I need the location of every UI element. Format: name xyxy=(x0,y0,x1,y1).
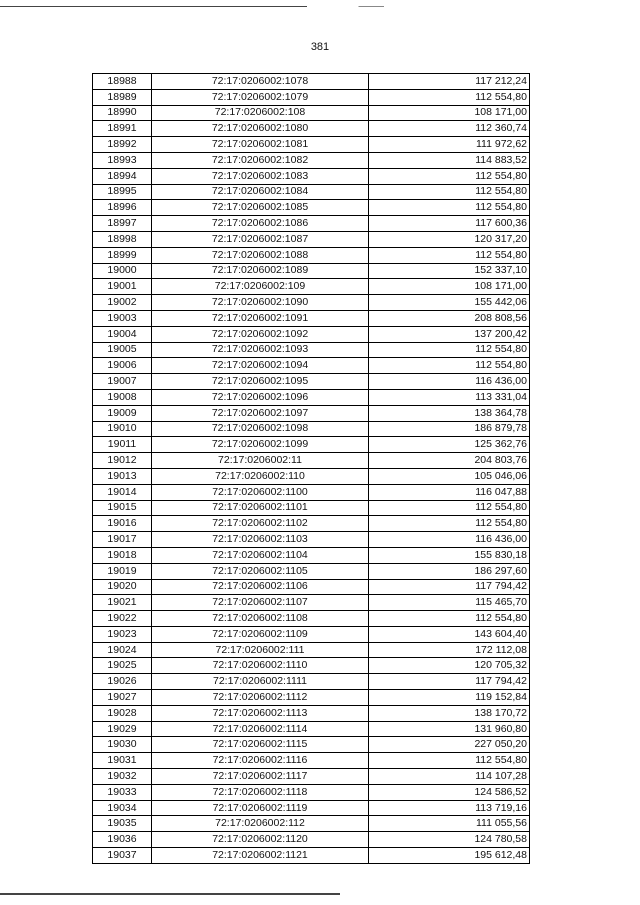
cadastral-number-cell: 72:17:0206002:1095 xyxy=(152,374,369,390)
scan-edge-bottom xyxy=(0,893,340,895)
amount-cell: 115 465,70 xyxy=(369,595,530,611)
cadastral-number-cell: 72:17:0206002:1105 xyxy=(152,563,369,579)
row-number-cell: 18997 xyxy=(93,216,152,232)
cadastral-number-cell: 72:17:0206002:1085 xyxy=(152,200,369,216)
cadastral-number-cell: 72:17:0206002:110 xyxy=(152,468,369,484)
cadastral-number-cell: 72:17:0206002:1078 xyxy=(152,74,369,90)
table-row xyxy=(93,848,530,864)
amount-cell: 208 808,56 xyxy=(369,310,530,326)
table-row xyxy=(93,658,530,674)
table-row xyxy=(93,247,530,263)
table-row xyxy=(93,532,530,548)
cadastral-number-cell: 72:17:0206002:1097 xyxy=(152,405,369,421)
cadastral-number-cell: 72:17:0206002:1088 xyxy=(152,247,369,263)
cadastral-number-cell: 72:17:0206002:1101 xyxy=(152,500,369,516)
row-number-cell: 19008 xyxy=(93,389,152,405)
cadastral-number-cell: 72:17:0206002:1103 xyxy=(152,532,369,548)
amount-cell: 114 883,52 xyxy=(369,152,530,168)
amount-cell: 105 046,06 xyxy=(369,468,530,484)
row-number-cell: 19006 xyxy=(93,358,152,374)
cadastral-number-cell: 72:17:0206002:1119 xyxy=(152,800,369,816)
cadastral-number-cell: 72:17:0206002:11 xyxy=(152,453,369,469)
row-number-cell: 19031 xyxy=(93,753,152,769)
amount-cell: 117 794,42 xyxy=(369,579,530,595)
amount-cell: 112 554,80 xyxy=(369,516,530,532)
table-row xyxy=(93,642,530,658)
table-row xyxy=(93,389,530,405)
table-row xyxy=(93,121,530,137)
row-number-cell: 19014 xyxy=(93,484,152,500)
row-number-cell: 19020 xyxy=(93,579,152,595)
cadastral-number-cell: 72:17:0206002:1110 xyxy=(152,658,369,674)
cadastral-number-cell: 72:17:0206002:1087 xyxy=(152,231,369,247)
table-row xyxy=(93,595,530,611)
amount-cell: 112 554,80 xyxy=(369,247,530,263)
table-row xyxy=(93,437,530,453)
cadastral-number-cell: 72:17:0206002:1114 xyxy=(152,721,369,737)
cadastral-number-cell: 72:17:0206002:1118 xyxy=(152,784,369,800)
table-row xyxy=(93,484,530,500)
cadastral-number-cell: 72:17:0206002:1100 xyxy=(152,484,369,500)
cadastral-number-cell: 72:17:0206002:1081 xyxy=(152,137,369,153)
row-number-cell: 19002 xyxy=(93,295,152,311)
amount-cell: 112 554,80 xyxy=(369,200,530,216)
cadastral-number-cell: 72:17:0206002:1082 xyxy=(152,152,369,168)
cadastral-number-cell: 72:17:0206002:1117 xyxy=(152,769,369,785)
cadastral-number-cell: 72:17:0206002:1104 xyxy=(152,547,369,563)
amount-cell: 195 612,48 xyxy=(369,848,530,864)
amount-cell: 125 362,76 xyxy=(369,437,530,453)
table-row xyxy=(93,263,530,279)
amount-cell: 116 436,00 xyxy=(369,374,530,390)
amount-cell: 112 554,80 xyxy=(369,184,530,200)
row-number-cell: 19001 xyxy=(93,279,152,295)
table-row xyxy=(93,89,530,105)
page-number: 381 xyxy=(310,41,330,53)
amount-cell: 124 586,52 xyxy=(369,784,530,800)
row-number-cell: 18989 xyxy=(93,89,152,105)
registry-table xyxy=(92,73,530,864)
row-number-cell: 19019 xyxy=(93,563,152,579)
row-number-cell: 18988 xyxy=(93,74,152,90)
amount-cell: 112 554,80 xyxy=(369,611,530,627)
table-row xyxy=(93,563,530,579)
row-number-cell: 19003 xyxy=(93,310,152,326)
row-number-cell: 19029 xyxy=(93,721,152,737)
row-number-cell: 19015 xyxy=(93,500,152,516)
amount-cell: 116 047,88 xyxy=(369,484,530,500)
cadastral-number-cell: 72:17:0206002:108 xyxy=(152,105,369,121)
table-row xyxy=(93,674,530,690)
cadastral-number-cell: 72:17:0206002:1112 xyxy=(152,690,369,706)
amount-cell: 111 972,62 xyxy=(369,137,530,153)
table-row xyxy=(93,200,530,216)
amount-cell: 108 171,00 xyxy=(369,105,530,121)
table-row xyxy=(93,326,530,342)
cadastral-number-cell: 72:17:0206002:1094 xyxy=(152,358,369,374)
row-number-cell: 18990 xyxy=(93,105,152,121)
row-number-cell: 19024 xyxy=(93,642,152,658)
table-row xyxy=(93,358,530,374)
amount-cell: 117 212,24 xyxy=(369,74,530,90)
table-row xyxy=(93,769,530,785)
row-number-cell: 18993 xyxy=(93,152,152,168)
cadastral-number-cell: 72:17:0206002:1089 xyxy=(152,263,369,279)
amount-cell: 119 152,84 xyxy=(369,690,530,706)
table-row xyxy=(93,816,530,832)
row-number-cell: 19037 xyxy=(93,848,152,864)
row-number-cell: 19004 xyxy=(93,326,152,342)
cadastral-number-cell: 72:17:0206002:111 xyxy=(152,642,369,658)
table-row xyxy=(93,753,530,769)
row-number-cell: 19023 xyxy=(93,626,152,642)
cadastral-number-cell: 72:17:0206002:1099 xyxy=(152,437,369,453)
cadastral-number-cell: 72:17:0206002:1120 xyxy=(152,832,369,848)
amount-cell: 112 554,80 xyxy=(369,753,530,769)
amount-cell: 120 705,32 xyxy=(369,658,530,674)
table-row xyxy=(93,216,530,232)
row-number-cell: 19022 xyxy=(93,611,152,627)
table-row xyxy=(93,800,530,816)
row-number-cell: 19018 xyxy=(93,547,152,563)
row-number-cell: 19034 xyxy=(93,800,152,816)
table-row xyxy=(93,152,530,168)
cadastral-number-cell: 72:17:0206002:1079 xyxy=(152,89,369,105)
cadastral-number-cell: 72:17:0206002:1093 xyxy=(152,342,369,358)
amount-cell: 112 554,80 xyxy=(369,358,530,374)
row-number-cell: 18999 xyxy=(93,247,152,263)
table-row xyxy=(93,500,530,516)
amount-cell: 114 107,28 xyxy=(369,769,530,785)
table-row xyxy=(93,547,530,563)
cadastral-number-cell: 72:17:0206002:1090 xyxy=(152,295,369,311)
row-number-cell: 19016 xyxy=(93,516,152,532)
table-row xyxy=(93,421,530,437)
cadastral-number-cell: 72:17:0206002:1086 xyxy=(152,216,369,232)
table-row xyxy=(93,579,530,595)
row-number-cell: 19036 xyxy=(93,832,152,848)
cadastral-number-cell: 72:17:0206002:1096 xyxy=(152,389,369,405)
row-number-cell: 19035 xyxy=(93,816,152,832)
table-row xyxy=(93,611,530,627)
cadastral-number-cell: 72:17:0206002:1091 xyxy=(152,310,369,326)
cadastral-number-cell: 72:17:0206002:1109 xyxy=(152,626,369,642)
row-number-cell: 19000 xyxy=(93,263,152,279)
amount-cell: 112 554,80 xyxy=(369,89,530,105)
row-number-cell: 19011 xyxy=(93,437,152,453)
row-number-cell: 19017 xyxy=(93,532,152,548)
row-number-cell: 18992 xyxy=(93,137,152,153)
amount-cell: 227 050,20 xyxy=(369,737,530,753)
amount-cell: 124 780,58 xyxy=(369,832,530,848)
table-row xyxy=(93,832,530,848)
row-number-cell: 19025 xyxy=(93,658,152,674)
row-number-cell: 18991 xyxy=(93,121,152,137)
cadastral-number-cell: 72:17:0206002:1116 xyxy=(152,753,369,769)
table-row xyxy=(93,279,530,295)
row-number-cell: 19030 xyxy=(93,737,152,753)
row-number-cell: 19007 xyxy=(93,374,152,390)
row-number-cell: 19033 xyxy=(93,784,152,800)
amount-cell: 120 317,20 xyxy=(369,231,530,247)
table-row xyxy=(93,705,530,721)
amount-cell: 111 055,56 xyxy=(369,816,530,832)
cadastral-number-cell: 72:17:0206002:1107 xyxy=(152,595,369,611)
row-number-cell: 19005 xyxy=(93,342,152,358)
table-row xyxy=(93,453,530,469)
table-row xyxy=(93,310,530,326)
table-row xyxy=(93,690,530,706)
cadastral-number-cell: 72:17:0206002:1092 xyxy=(152,326,369,342)
table-row xyxy=(93,784,530,800)
row-number-cell: 19010 xyxy=(93,421,152,437)
table-row xyxy=(93,374,530,390)
amount-cell: 131 960,80 xyxy=(369,721,530,737)
amount-cell: 186 879,78 xyxy=(369,421,530,437)
amount-cell: 112 554,80 xyxy=(369,168,530,184)
row-number-cell: 19032 xyxy=(93,769,152,785)
row-number-cell: 19012 xyxy=(93,453,152,469)
table-row xyxy=(93,342,530,358)
cadastral-number-cell: 72:17:0206002:1098 xyxy=(152,421,369,437)
row-number-cell: 19009 xyxy=(93,405,152,421)
cadastral-number-cell: 72:17:0206002:1113 xyxy=(152,705,369,721)
row-number-cell: 18998 xyxy=(93,231,152,247)
amount-cell: 204 803,76 xyxy=(369,453,530,469)
amount-cell: 116 436,00 xyxy=(369,532,530,548)
amount-cell: 155 830,18 xyxy=(369,547,530,563)
amount-cell: 117 794,42 xyxy=(369,674,530,690)
amount-cell: 138 170,72 xyxy=(369,705,530,721)
amount-cell: 143 604,40 xyxy=(369,626,530,642)
cadastral-number-cell: 72:17:0206002:1084 xyxy=(152,184,369,200)
row-number-cell: 19028 xyxy=(93,705,152,721)
table-row xyxy=(93,516,530,532)
amount-cell: 113 331,04 xyxy=(369,389,530,405)
row-number-cell: 18996 xyxy=(93,200,152,216)
cadastral-number-cell: 72:17:0206002:1080 xyxy=(152,121,369,137)
amount-cell: 155 442,06 xyxy=(369,295,530,311)
table-row xyxy=(93,295,530,311)
row-number-cell: 19013 xyxy=(93,468,152,484)
cadastral-number-cell: 72:17:0206002:1108 xyxy=(152,611,369,627)
amount-cell: 112 554,80 xyxy=(369,342,530,358)
row-number-cell: 19027 xyxy=(93,690,152,706)
amount-cell: 112 554,80 xyxy=(369,500,530,516)
amount-cell: 186 297,60 xyxy=(369,563,530,579)
amount-cell: 112 360,74 xyxy=(369,121,530,137)
row-number-cell: 18994 xyxy=(93,168,152,184)
cadastral-number-cell: 72:17:0206002:1115 xyxy=(152,737,369,753)
table-row xyxy=(93,721,530,737)
table-row xyxy=(93,231,530,247)
amount-cell: 138 364,78 xyxy=(369,405,530,421)
table-row xyxy=(93,105,530,121)
cadastral-number-cell: 72:17:0206002:109 xyxy=(152,279,369,295)
cadastral-number-cell: 72:17:0206002:1121 xyxy=(152,848,369,864)
table-row xyxy=(93,405,530,421)
cadastral-number-cell: 72:17:0206002:1106 xyxy=(152,579,369,595)
cadastral-number-cell: 72:17:0206002:112 xyxy=(152,816,369,832)
amount-cell: 152 337,10 xyxy=(369,263,530,279)
table-row xyxy=(93,137,530,153)
registry-table-body xyxy=(93,74,530,864)
amount-cell: 137 200,42 xyxy=(369,326,530,342)
amount-cell: 117 600,36 xyxy=(369,216,530,232)
table-row xyxy=(93,184,530,200)
cadastral-number-cell: 72:17:0206002:1083 xyxy=(152,168,369,184)
amount-cell: 113 719,16 xyxy=(369,800,530,816)
scan-edge-top xyxy=(0,6,640,7)
amount-cell: 172 112,08 xyxy=(369,642,530,658)
table-row xyxy=(93,626,530,642)
table-row xyxy=(93,737,530,753)
cadastral-number-cell: 72:17:0206002:1102 xyxy=(152,516,369,532)
cadastral-number-cell: 72:17:0206002:1111 xyxy=(152,674,369,690)
table-row xyxy=(93,74,530,90)
amount-cell: 108 171,00 xyxy=(369,279,530,295)
table-row xyxy=(93,468,530,484)
row-number-cell: 18995 xyxy=(93,184,152,200)
row-number-cell: 19026 xyxy=(93,674,152,690)
table-row xyxy=(93,168,530,184)
row-number-cell: 19021 xyxy=(93,595,152,611)
